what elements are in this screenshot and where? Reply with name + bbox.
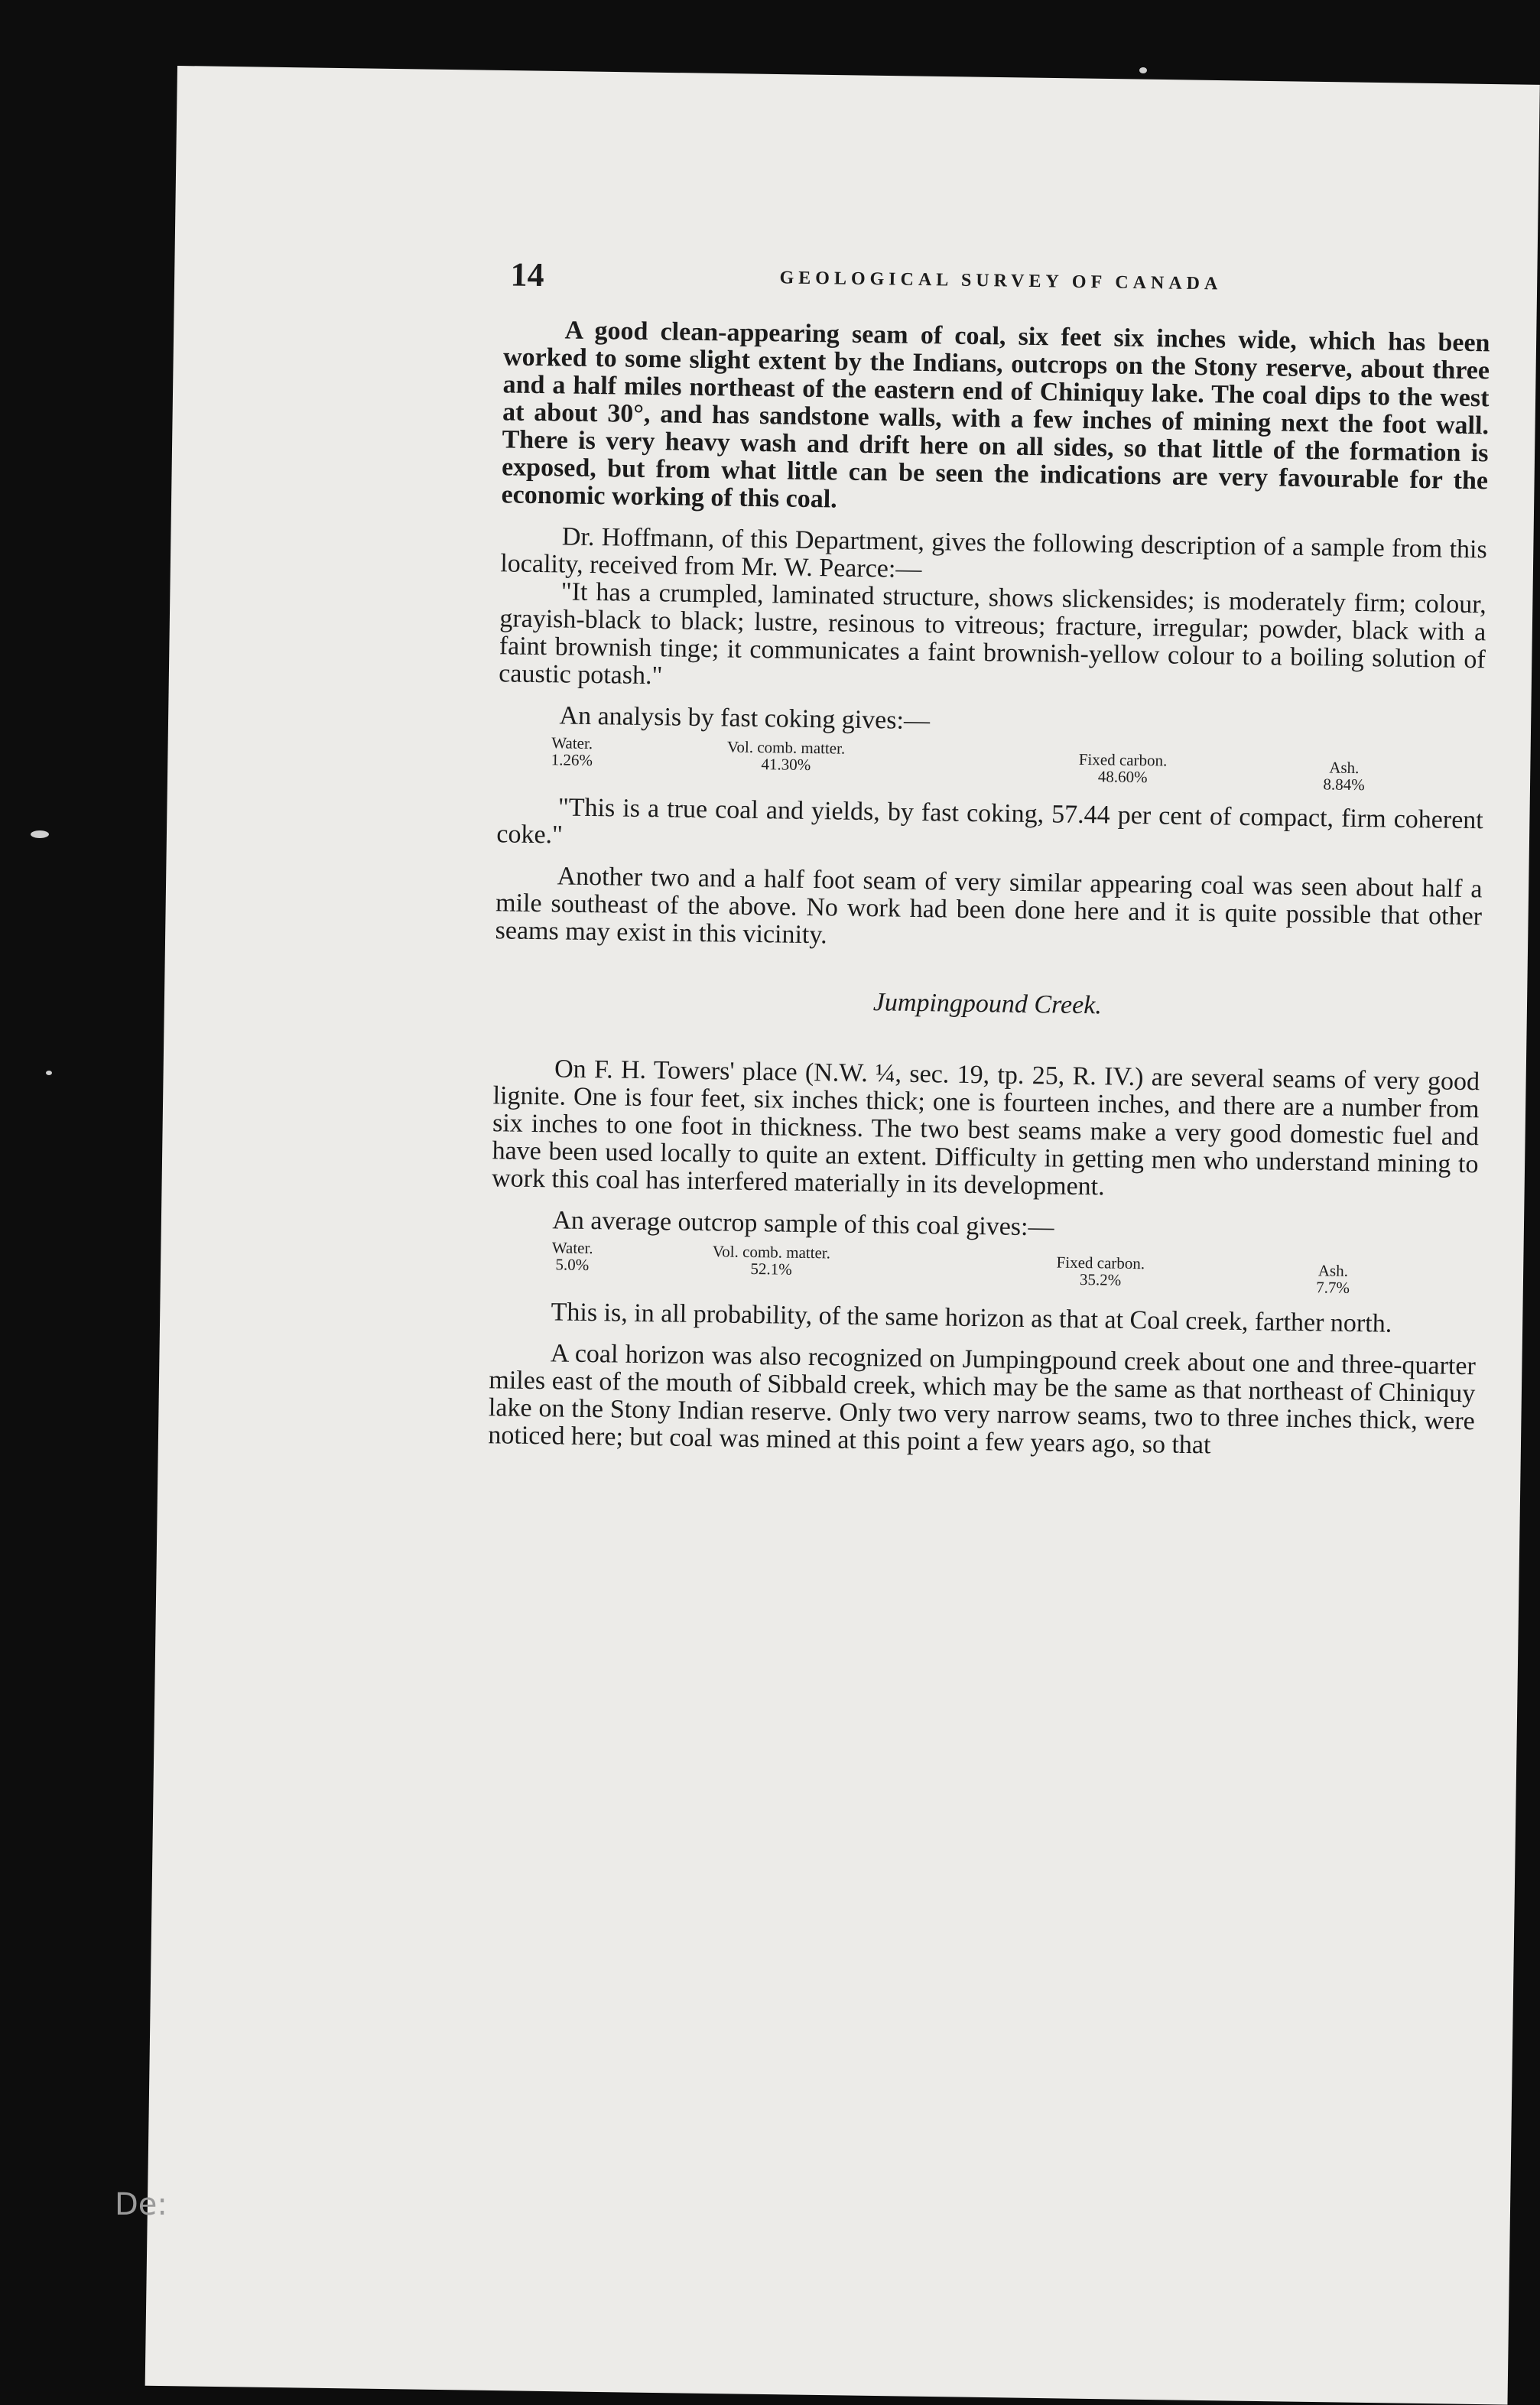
dust-speck xyxy=(46,1071,52,1075)
paragraph: Another two and a half foot seam of very similar appearing coal was seen about half a mile southeast of the above. No work had been done here and it is quite possible that other seams may exist in this vicinity. xyxy=(495,862,1483,950)
analysis-ash: Ash. 8.84% xyxy=(1323,758,1365,795)
analysis-water: Water. 5.0% xyxy=(551,1238,593,1275)
paragraph: An analysis by fast coking gives:— xyxy=(559,701,931,736)
analysis-table-1 xyxy=(497,733,1484,801)
paragraph: This is, in all probability, of the same horizon as that at Coal creek, farther north. xyxy=(551,1298,1392,1338)
paragraph: On F. H. Towers' place (N.W. ¼, sec. 19, tp. 25, R. IV.) are several seams of very good lignite. One is four feet, six inches thick; one is fourteen inches, and there are a number from six inches to one foot in thickness. The two best seams make a very good domestic fuel and have been used locally to quite an extent. Difficulty in getting men who understand mining to work this coal has interfered materially in its development. xyxy=(491,1055,1480,1201)
paragraph: A good clean-appearing seam of coal, six feet six inches wide, which has been worked to some slight extent by the Indians, outcrops on the Stony reserve, about three and a half miles northeast of the eastern end of Chiniquy lake. The coal dips to the west at about 30°, and has sandstone walls, with a few inches of mining next the foot wall. There is very heavy wash and drift here on all sides, so that little of the formation is exposed, but from what little can be seen the indications are very favourable for the economic working of this coal. xyxy=(501,316,1490,514)
page-number: 14 xyxy=(510,255,544,294)
paragraph: Dr. Hoffmann, of this Department, gives the following description of a sample from this locality, received from Mr. W. Pearce:— xyxy=(500,522,1487,584)
page-body xyxy=(488,316,1490,1463)
analysis-water: Water. 1.26% xyxy=(551,733,593,770)
running-head: GEOLOGICAL SURVEY OF CANADA xyxy=(779,268,1223,294)
paragraph: An average outcrop sample of this coal gives:— xyxy=(552,1206,1054,1242)
paragraph: A coal horizon was also recognized on Jumpingpound creek about one and three-quarter miles east of the mouth of Sibbald creek, which may be the same as that northeast of Chiniquy lake on the Stony Indian reserve. Only two very narrow seams, two to three inches thick, were noticed here; but coal was mined at this point a few years ago, so that xyxy=(488,1339,1477,1460)
quotation: "This is a true coal and yields, by fast coking, 57.44 per cent of compact, firm coherent coke." xyxy=(496,793,1484,850)
quotation: "It has a crumpled, laminated structure, shows slickensides; is moderately firm; colour, grayish-black to black; lustre, resinous to vitreous; fracture, irregular; powder, black with a faint brownish tinge; it communicates a faint brownish-yellow colour to a boiling solution of caustic potash." xyxy=(499,577,1486,691)
analysis-volatile: Vol. comb. matter. 41.30% xyxy=(726,737,846,775)
margin-stamp: De: xyxy=(115,2187,167,2222)
dust-speck xyxy=(1139,67,1147,73)
analysis-fixed-carbon: Fixed carbon. 35.2% xyxy=(1056,1253,1145,1289)
analysis-volatile: Vol. comb. matter. 52.1% xyxy=(712,1242,831,1279)
dust-speck xyxy=(31,830,49,838)
analysis-fixed-carbon: Fixed carbon. 48.60% xyxy=(1078,749,1168,787)
analysis-ash: Ash. 7.7% xyxy=(1316,1261,1350,1297)
analysis-table-2 xyxy=(490,1238,1477,1305)
section-title: Jumpingpound Creek. xyxy=(872,988,1103,1020)
